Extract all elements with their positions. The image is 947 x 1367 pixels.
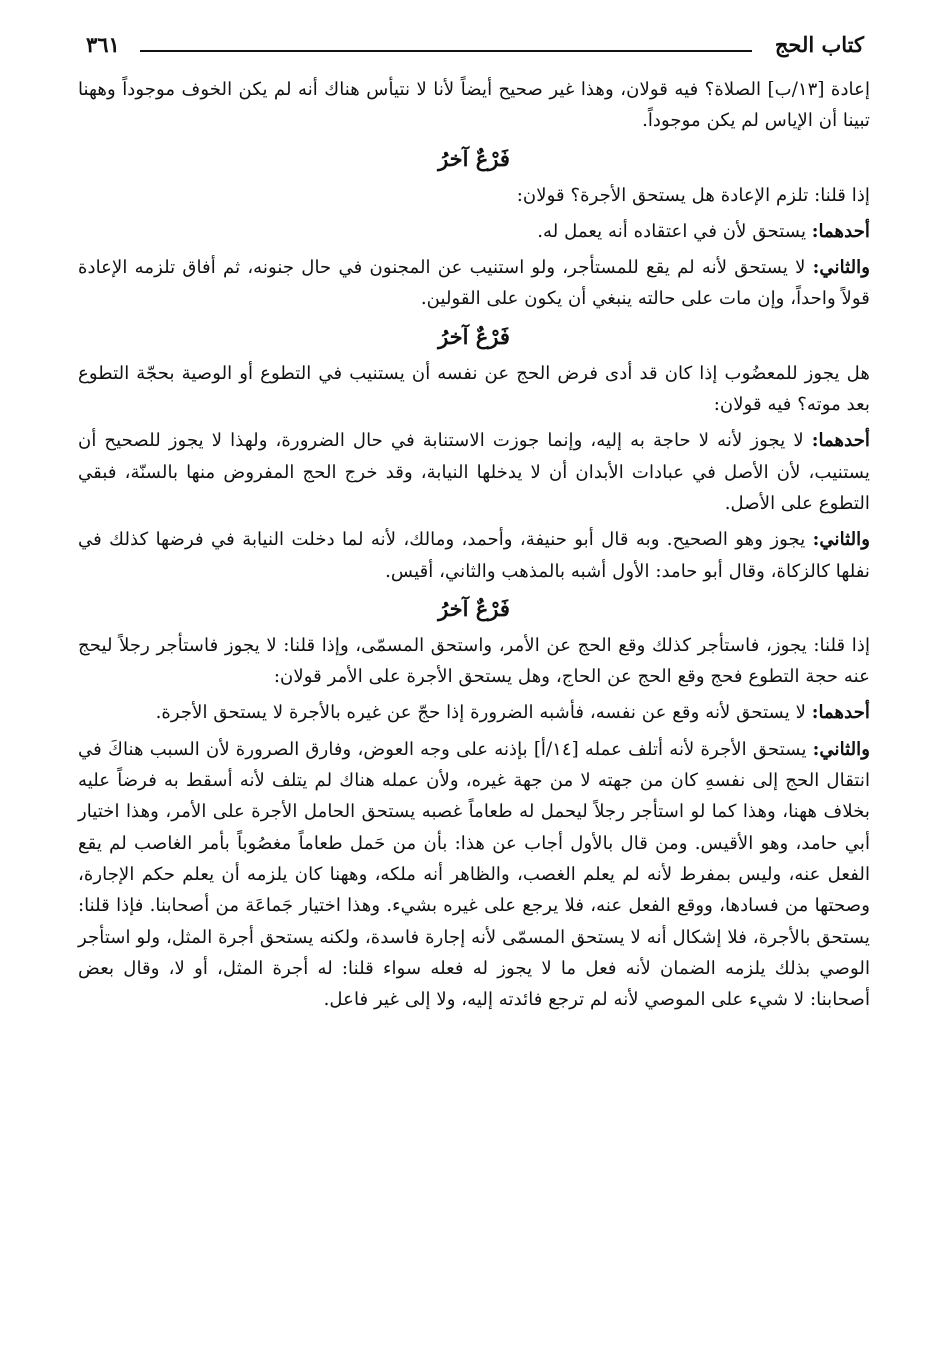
section-heading: فَرْعٌ آخرُ [438, 323, 510, 349]
paragraph-lead: أحدهما: [811, 702, 870, 724]
paragraph [78, 180, 870, 211]
running-title: كتاب الحج [774, 32, 864, 57]
paragraph-lead: والثاني: [812, 738, 870, 760]
book-page [78, 30, 870, 1350]
paragraph-text: إذا قلنا: تلزم الإعادة هل يستحق الأجرة؟ قولان: [516, 184, 870, 206]
page-body [78, 74, 870, 1015]
paragraph-text: إعادة [١٣/ب] الصلاة؟ فيه قولان، وهذا غير صحيح أيضاً لأنا لا نتيأس هناك أنه لم يكن الخوف موجوداً وههنا تبينا أن الإياس لم يكن موجوداً. [78, 79, 870, 132]
paragraph [78, 252, 870, 315]
paragraph-text: هل يجوز للمعضُوب إذا كان قد أدى فرض الحج عن نفسه أن يستنيب في التطوع أو الوصية بحجّة التطوع بعد موته؟ فيه قولان: [78, 362, 870, 416]
paragraph-text: إذا قلنا: يجوز، فاستأجر كذلك وقع الحج عن الأمر، واستحق المسمّى، وإذا قلنا: لا يجوز فاستأجر رجلاً ليحج عنه حجة التطوع فحج وقع الحج عن الحاج، وهل يستحق الأجرة على الأمر قولان: [78, 634, 870, 688]
paragraph-lead: والثاني: [812, 257, 870, 279]
paragraph-text: يستحق لأن في اعتقاده أنه يعمل له. [537, 220, 812, 242]
page-number: ٣٦١ [86, 32, 120, 57]
paragraph [78, 74, 870, 137]
paragraph [78, 697, 870, 728]
paragraph-text: لا يجوز لأنه لا حاجة به إليه، وإنما جوزت الاستنابة في حال الضرورة، ولهذا لا يجوز للصحيح أن يستنيب، لأن الأصل في عبادات الأبدان أن لا يدخلها النيابة، وقد خرج الحج المفروض منها بالسنّة، فبقي التطوع على الأصل. [78, 430, 870, 514]
paragraph-lead: أحدهما: [811, 220, 870, 242]
paragraph-text: يستحق الأجرة لأنه أتلف عمله [١٤/أ] بإذنه على وجه العوض، وفارق الصرورة لأن السبب هناكَ في انتقال الحج إلى نفسهِ كان من جهته لا من جهة غيره، ولأن عمله هناك لم يتلف لأنه أسقط به فرضاً عليه بخلاف ههنا، وهذا كما لو استأجر رجلاً ليحمل له طعاماً غصبه يستحق الحامل الأجرة على الأمر، وهذا اختيار أبي حامد، وهو الأقيس. ومن قال بالأول أجاب عن هذا: بأن من حَمل طعاماً مغصُوباً بأمر الغاصب لم يقع الفعل عنه، وليس بمفرط لأنه لم يعلم الغصب، والظاهر أنه ملكه، وههنا كان يلزمه أن يعلم حكم الإجارة، وصحتها من فسادها، ووقع الفعل عنه، فلا يرجع على غيره بشيء. وهذا اختيار جَماعَة من أصحابنا. فإذا قلنا: يستحق بالأجرة، فلا إشكال أنه لا يستحق المسمّى لأنه إجارة فاسدة، ولكنه يستحق أجرة المثل، ولو استأجر الوصي بذلك يلزمه الضمان لأنه فعل ما لا يجوز له فعله سواء قلنا: له أجرة المثل، أو لا، وقال بعض أصحابنا: لا شيء على الموصي لأنه لم ترجع فائدته إليه، ولا إلى غير فاعل. [78, 738, 870, 1011]
header-rule [140, 50, 752, 52]
paragraph [78, 734, 870, 1016]
paragraph-lead: والثاني: [812, 529, 870, 551]
section-heading: فَرْعٌ آخرُ [438, 595, 510, 621]
section-heading: فَرْعٌ آخرُ [438, 145, 510, 171]
paragraph-text: يجوز وهو الصحيح. وبه قال أبو حنيفة، وأحمد، ومالك، لأنه لما دخلت النيابة في فرضها كذلك في نفلها كالزكاة، وقال أبو حامد: الأول أشبه بالمذهب والثاني، أقيس. [78, 529, 870, 582]
paragraph-text: لا يستحق لأنه وقع عن نفسه، فأشبه الضرورة إذا حجّ عن غيره بالأجرة لا يستحق الأجرة. [155, 702, 812, 724]
paragraph [78, 425, 870, 519]
paragraph [78, 216, 870, 247]
page-header [78, 30, 870, 66]
paragraph [78, 358, 870, 421]
paragraph-lead: أحدهما: [811, 430, 870, 452]
paragraph [78, 524, 870, 587]
paragraph-text: لا يستحق لأنه لم يقع للمستأجر، ولو استنيب عن المجنون في حال جنونه، ثم أفاق تلزمه الإعادة قولاً واحداً، وإن مات على حالته ينبغي أن يكون على القولين. [78, 257, 870, 310]
paragraph [78, 630, 870, 693]
